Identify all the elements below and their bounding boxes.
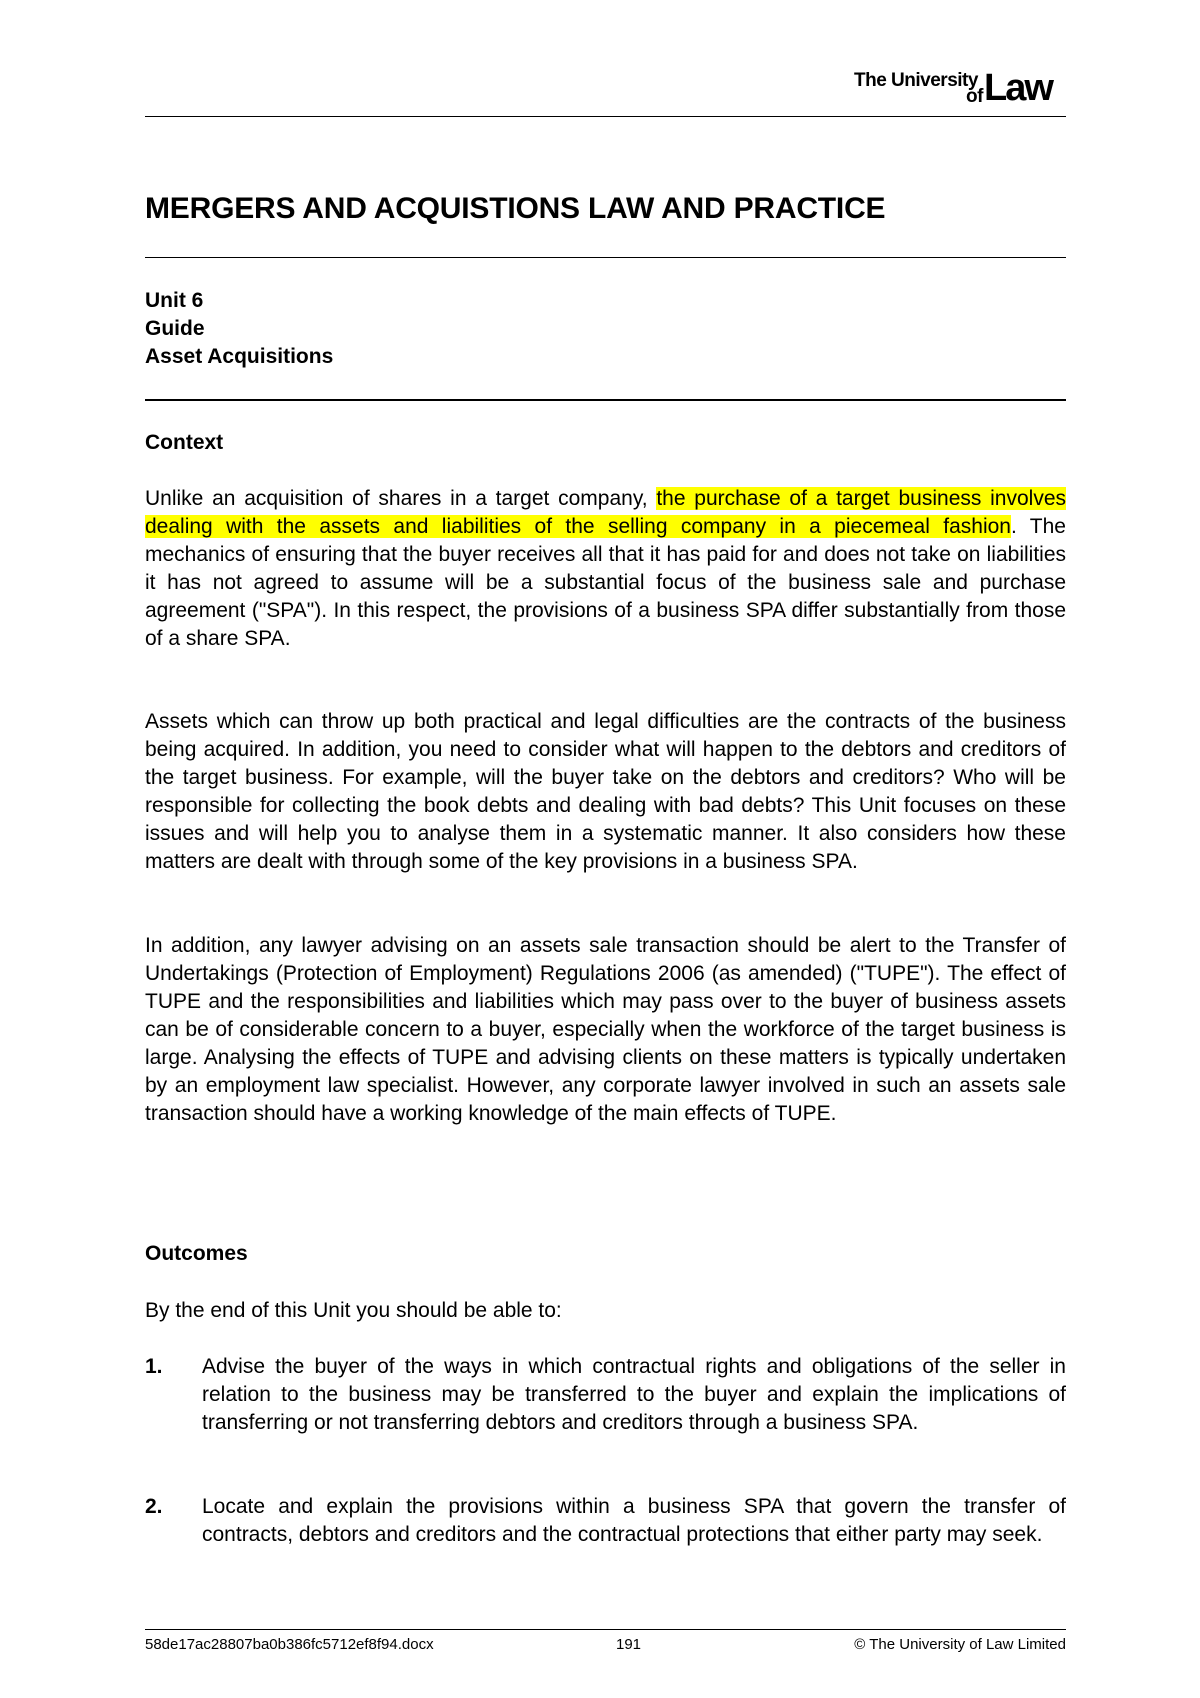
unit-number: Unit 6 <box>145 289 204 312</box>
document-title: MERGERS AND ACQUISTIONS LAW AND PRACTICE <box>145 192 886 225</box>
context-p1-start: Unlike an acquisition of shares in a target company, <box>145 487 657 510</box>
university-logo <box>854 68 1064 112</box>
outcome-text: Advise the buyer of the ways in which contractual rights and obligations of the seller in relation to the business may be transferred to the buyer and explain the implications of transferring or not transferring debtors and creditors through a business SPA. <box>202 1355 1066 1434</box>
outcome-number: 1. <box>145 1355 163 1378</box>
outcomes-heading: Outcomes <box>145 1242 248 1265</box>
outcome-number: 2. <box>145 1495 163 1518</box>
unit-subject: Asset Acquisitions <box>145 345 334 368</box>
footer-rule <box>145 1629 1066 1630</box>
context-heading: Context <box>145 431 224 454</box>
context-paragraph-1 <box>145 485 1066 653</box>
context-p1-end: . The mechanics of ensuring that the buyer receives all that it has paid for and does not take on liabilities it has not agreed to assume will be a substantial focus of the business sale and purchase agreement ("SPA"). In this respect, the provisions of a business SPA differ substantially from those of a share SPA. <box>145 515 1066 650</box>
highlighted-text: the purchase of a target business involves dealing with the assets and liabilities of the selling company in a piecemeal fashion <box>145 487 1066 538</box>
logo-text-line2: of <box>966 86 983 107</box>
outcomes-intro: By the end of this Unit you should be able to: <box>145 1299 562 1322</box>
outcome-item <box>145 1493 1066 1549</box>
title-rule <box>145 257 1066 258</box>
context-paragraph-2: Assets which can throw up both practical and legal difficulties are the contracts of the business being acquired. In addition, you need to consider what will happen to the debtors and creditors of the target business. For example, will the buyer take on the debtors and creditors? Who will be responsible for collecting the book debts and dealing with bad debts? This Unit focuses on these issues and will help you to analyse them in a systematic manner. It also considers how these matters are dealt with through some of the key provisions in a business SPA. <box>145 710 1066 873</box>
context-paragraph-3: In addition, any lawyer advising on an assets sale transaction should be alert to the Transfer of Undertakings (Protection of Employment) Regulations 2006 (as amended) ("TUPE"). The effect of TUPE and the responsibilities and liabilities which may pass over to the buyer of business assets can be of considerable concern to a buyer, especially when the workforce of the target business is large. Analysing the effects of TUPE and advising clients on these matters is typically undertaken by an employment law specialist. However, any corporate lawyer involved in such an assets sale transaction should have a working knowledge of the main effects of TUPE. <box>145 934 1066 1125</box>
unit-block <box>145 287 333 371</box>
logo-text-line3: Law <box>984 67 1052 109</box>
footer-copyright: © The University of Law Limited <box>854 1636 1066 1653</box>
outcome-item <box>145 1353 1066 1437</box>
header-rule <box>145 116 1066 117</box>
logo-text-line1: The University <box>854 70 978 91</box>
footer-page-number: 191 <box>616 1636 642 1653</box>
outcome-text: Locate and explain the provisions within a business SPA that govern the transfer of contracts, debtors and creditors and the contractual protections that either party may seek. <box>202 1495 1066 1546</box>
unit-rule <box>145 399 1066 401</box>
unit-type: Guide <box>145 317 205 340</box>
footer-filename: 58de17ac28807ba0b386fc5712ef8f94.docx <box>145 1636 434 1653</box>
